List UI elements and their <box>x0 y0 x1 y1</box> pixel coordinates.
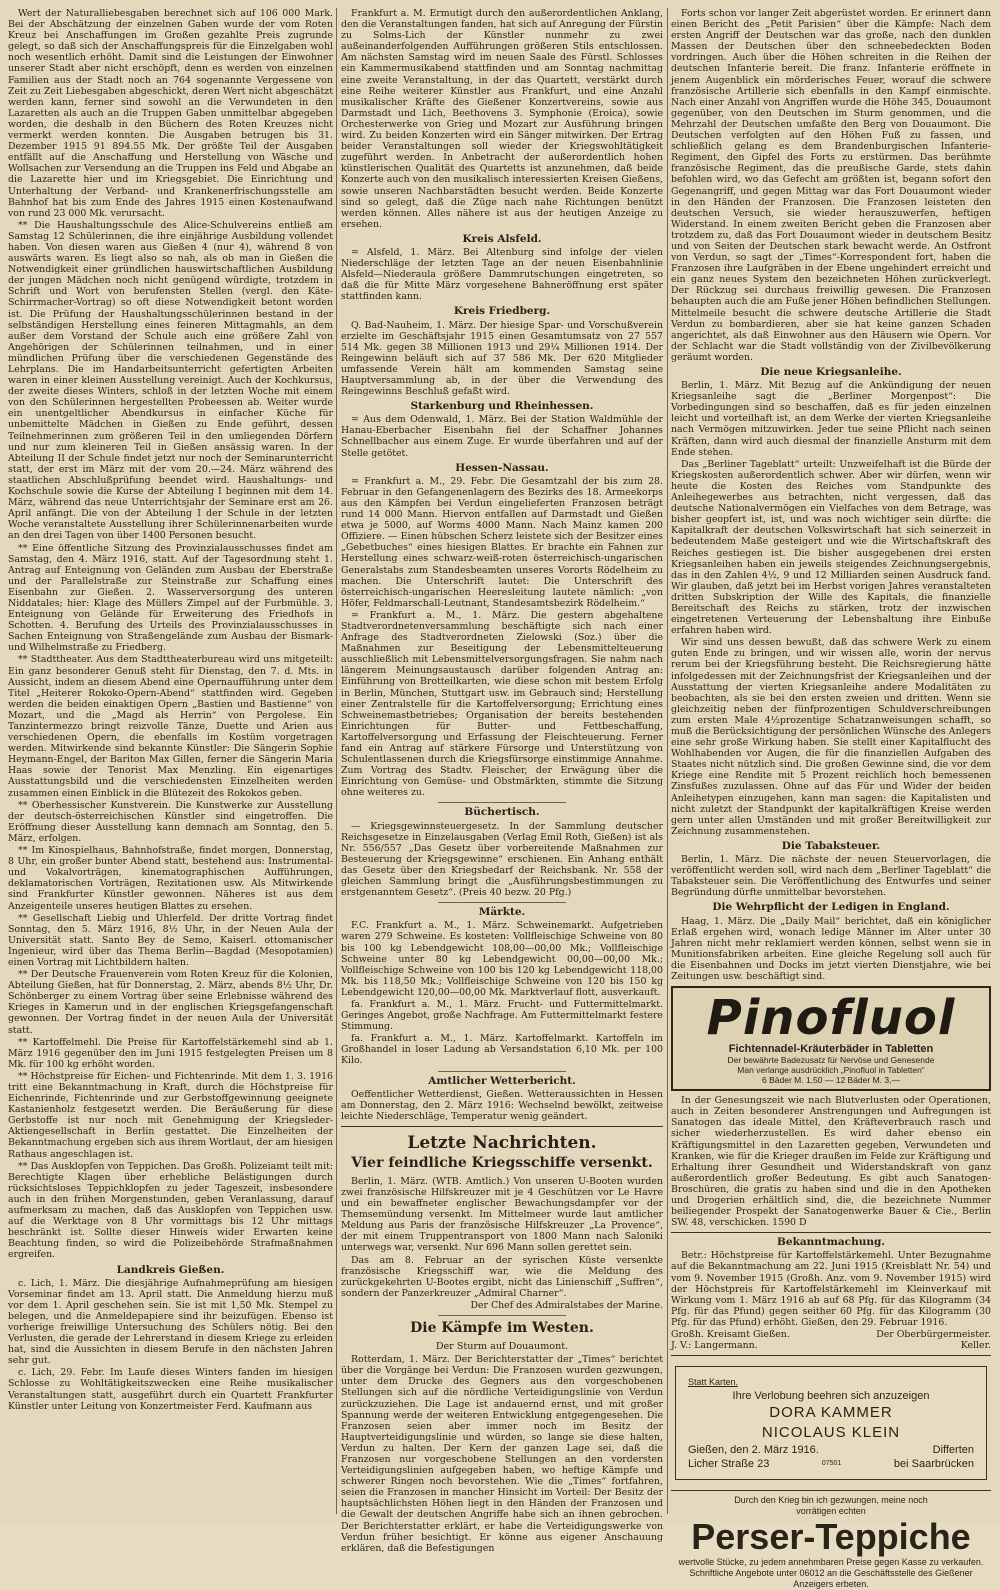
card-kicker: Statt Karten. <box>688 1377 739 1388</box>
article-paragraph: ** Höchstpreise für Eichen- und Fichtenrinde. Mit dem 1. 3. 1916 tritt eine Bekanntmachung in Kraft, durch die Höchstpreise für Eichenrinde, Fichtenrinde und zur Gerbstoffgewinnung geeignete Kastanienholz festgesetzt werden. Die Beräußerung für diese Gerbstoffe ist nur noch mit Genehmigung der Kriegsleder-Aktiengesellschaft in Berlin gestattet. Die Einzelheiten der Bekanntmachung ergeben sich aus ihrem Wortlaut, der am hiesigen Rathaus angeschlagen ist. <box>8 1070 333 1160</box>
separator-line <box>671 1355 991 1356</box>
article-paragraph: ** Eine öffentliche Sitzung des Provinzialausschusses findet am Samstag, den 4. März 1916, statt. Auf der Tagesordnung steht 1. Antrag auf Enteignung von Geländen zum Ausbau der Eberstraße und der Parallelstraße zur Steinstraße zur Schaffung eines Eisenbahn zur Gießen. 2. Wasserversorgung des unteren Niddatales; hier: Klage des Müllers Zimpel auf der Furbmühle. 3. Enteignung von Gelände für Erweiterung des Friedhofs in Schotten. 4. Berufung des Urteils des Provinzialausschusses in Sachen Enteignung von Straßengelände zum Ausbau der Bismark- und Wilhelmstraße zu Friedberg. <box>8 542 333 654</box>
article-paragraph: Wir sind uns dessen bewußt, daß das schwere Werk zu einem guten Ende zu bringen, und wir wissen alle, worin der nervus rerum bei der Kriegsführung besteht. Die Reichsregierung hätte infolgedessen mit der Zeichnungsfrist der Kriegsanleihen und der Ausstattung der vierten Kriegsanleihe andere Modalitäten zu beobachten, als sie bei den ersten zweien und dritten. Wenn sie gleichzeitig neben der fünfprozentigen Schuldverschreibungen zum ersten Male 4½prozentige Schatzanweisungen schafft, so muß die Berücksichtigung der persönlichen Wünsche des Anlegers eine sehr große Wirkung haben. Sie stellt einer Kapitalflucht des Wohlhabenden vor Augen, die für die finanziellen Aufgaben des Staates nicht nützlich sind. Die großen Gewinne sind, die vor dem Kriege eine Rendite mit 5 Prozent reichlich hoch bemessenen Zinsfußes zuzulassen. Ohne auf das Für und Wider der beiden Anleihetypen einzugehen, kann man sagen: die Kapitalisten und nicht zuletzt der Standpunkt der kapitalkräftigen Kreise werden gern unter allen Umständen und mit großer Bereitwilligkeit zur Zeichnung zusammenstehen. <box>671 637 991 837</box>
article-paragraph: ** Kartoffelmehl. Die Preise für Kartoffelstärkemehl sind ab 1. März 1916 gegenüber den im Juni 1915 festgelegten Preisen um 8 Mk. für 100 kg erhöht worden. <box>8 1036 333 1070</box>
card-footer <box>688 1457 974 1471</box>
sanatogen-advertisement: In der Genesungszeit wie nach Blutverlusten oder Operationen, auch in Zeiten besonderer Anstrengungen und Aufregungen ist Sanatogen das ideale Mittel, den Kräfteverbrauch rasch und sicher wiederherzustellen. Es wird daher ebenso ein Kräftigungsmittel in den Lazaretten gegeben, Verwundeten und Kranken, wie für die Krieger draußen im Felde zur Kräftigung und Erhaltung ihrer Gesundheit und Widerstandskraft von ganz außerordentlich großer Bedeutung. Es gibt auch Sanatogen-Broschüren, die gratis zu haben sind und die in den Apotheken und Drogerien erhältlich sind, die, die bezeichnete Nummer beiliegender Prospekt der Sanatogenwerke Bauer & Cie., Berlin SW. 48, verschicken. 1590 D <box>671 1095 991 1229</box>
card-name: DORA KAMMER <box>769 1404 893 1422</box>
section-heading-maerkte: Märkte. <box>478 906 526 919</box>
article-paragraph: ** Die Haushaltungsschule des Alice-Schulvereins entließ am Samstag 12 Schülerinnen, die ihre einjährige Ausbildung vollendet haben. Von diesen waren aus Gießen 4 (nur 4), während 8 von auswärts waren. Es liegt also so nah, als ob man in Gießen die Notwendigkeit einer gründlichen hauswirtschaftlichen Ausbildung der jungen Mädchen noch nicht genügend würdigte, trotzdem in Schrift und Wort von berufensten Stellen (vergl. den Käte-Schirrmacher-Vortrag) so oft diese Notwendigkeit betont worden ist. Die Prüfung der Haushaltungsschülerinnen bestand in der selbständigen Herstellung eines feineren Mittagmahls, an dem außer dem Vorstand der Schule auch eine größere Zahl von Angehörigen der Schülerinnen teilnahmen, und in einer mündlichen Prüfung über die verschiedenen Gegenstände des Lehrplans. Die im Handarbeitsunterricht gefertigten Arbeiten waren in einer kleinen Ausstellung vereinigt. Auch der Kochkursus, der zweite dieses Winters, schloß in der letzten Woche mit einem von den Schülerinnen hergestellten Probeessen ab. Weiter wurde ein unentgeltlicher Abendkursus in einfacher Küche für unbemittelte Mädchen in Gießen zu Ende geführt, dessen Teilnehmerinnen zum größeren Teil in den umliegenden Dörfern und nur zum kleineren Teil in Gießen ansässig waren. In der Abteilung II der Schule findet jetzt nur noch der Seminarunterricht statt, der erst im März mit der vom 20.—24. März während des staatlichen Abschlußprüfung beendet wird. Haushaltungs- und Kochschule sowie die Kurse der Abteilung I beginnen mit dem 14. März, während das neue Unterrichtsjahr der Seminare erst am 26. April anfängt. Die von der Abteilung I der Schule in der letzten Woche veranstaltete Ausstellung ihrer Schülerinnenarbeiten wurde an den drei Tagen von über 1400 Personen besucht. <box>8 219 333 542</box>
section-heading-landkreis: Landkreis Gießen. <box>116 1263 225 1276</box>
ad-line: Durch den Krieg bin ich gezwungen, meine noch <box>734 1495 928 1506</box>
separator-line <box>438 1071 567 1072</box>
article-paragraph: ** Der Deutsche Frauenverein vom Roten Kreuz für die Kolonien, Abteilung Gießen, hat für Donnerstag, 2. März, abends 8½ Uhr, Dr. Schönberger zu einem Vortrag über seine Erlebnisse während des Krieges in Kamerun und in der englischen Kriegsgefangenschaft gewonnen. Der Vortrag findet in der neuen Aula der Universität statt. <box>8 969 333 1036</box>
ad-line: wertvolle Stücke, zu jedem annehmbaren Preise gegen Kasse zu verkaufen. Schriftliche Angebote unter 06012 an die Geschäftsstelle des Gießener Anzeigers erbeten. <box>678 1557 984 1590</box>
separator-line <box>438 802 567 803</box>
subheading-douaumont: Der Sturm auf Douaumont. <box>435 1341 569 1353</box>
card-address: Licher Straße 23 <box>688 1458 770 1471</box>
article-paragraph: Das „Berliner Tageblatt“ urteilt: Unzweifelhaft ist die Bürde der Kriegskosten außerordentlich schwer. Aber wir dürfen, wenn wir heute die Kosten des Reiches vom Standpunkte des Anleihegewerbes aus betrachten, nicht vergessen, daß das deutsche Nationalvermögen ein Vielfaches von dem Betrage, was bisher geopfert ist, ist, und was noch wichtiger sein dürfte: die Kapitalkraft der deutschen Volkswirtschaft hat sich seinerzeit in bedeutendem Maße gesteigert und wie die Wirtschaftskraft des Reiches gestiegen ist. Die bisher ausgegebenen drei ersten Kriegsanleihen haben ein jeweils steigendes Zeichnungsergebnis, das in den Zahlen 4½, 9 und 12 Milliarden seinen Ausdruck fand. Wir glauben, daß jetzt bei im Herbst vorigen Jahres veranstalteten dritten Subskription der Wille des Kapitals, die finanzielle Bereitschaft des Reichs zu stärken, trotz der inzwischen eingetretenen Verteuerung der Lebenshaltung ihre Einbuße erfahren haben wird. <box>671 458 991 637</box>
column-left <box>8 8 333 1520</box>
card-right-text: Differten <box>932 1444 974 1457</box>
section-heading-nassau: Hessen-Nassau. <box>455 461 549 474</box>
ad-price: 6 Bäder M. 1,50 — 12 Bäder M. 3,— <box>762 1075 900 1086</box>
card-place-date: Gießen, den 2. März 1916. <box>688 1444 819 1457</box>
separator-line <box>438 902 567 903</box>
article-paragraph: c. Lich, 1. März. Die diesjährige Aufnahmeprüfung am hiesigen Vorseminar findet am 13. April statt. Die Anmeldung hierzu muß vor dem 1. April geschehen sein. Sie ist mit 1,50 Mk. Stempel zu belegen, und die Anmeldepapiere sind ihr beizufügen. Ebenso ist vorherige freiwillige Untersuchung des Schülers nötig. Bei den Verlusten, die gerade der Lehrerstand in diesem Kriege zu erleiden hat, sind die Aussichten in diesem Berufe in den nächsten Jahren sehr gut. <box>8 1277 333 1367</box>
article-paragraph: F.C. Frankfurt a. M., 1. März. Schweinemarkt. Aufgetrieben waren 279 Schweine. Es kosteten: Vollfleischige Schweine von 80 bis 100 kg Lebendgewicht 108,00—00,00 Mk.; Vollfleischige Schweine unter 80 kg Lebendgewicht 00,00—00,00 Mk.; Vollfleischige Schweine von 100 bis 120 kg Lebendgewicht 118,00 Mk. bis 118,50 Mk.; Vollfleischige Schweine von 120 bis 150 kg Lebendgewicht 120,00—00,00 Mk. Marktverlauf flott, ausverkauft. <box>341 920 663 998</box>
ad-title: Perser-Teppiche <box>691 1516 971 1558</box>
article-paragraph: Forts schon vor langer Zeit abgerüstet worden. Er erinnert dann einen Bericht des „Petit Parisien“ über die Kämpfe: Nach dem ersten Angriff der Deutschen war das große, nach den dunklen Massen der Deutschen über den schneebedeckten Boden vordringen. Auch über die Höhen schreiten in die Reihen der deutschen Infanterie bereit. Die franz. Infanterie eröffnete in jenem Augenblick ein mörderisches Feuer, worauf die schwere französische Artillerie sich ebenfalls in den Kampf einmischte. Nach einer Anzahl von Angriffen wurde die Höhe 345, Douaumont gegenüber, von den Deutschen im Sturm genommen, und die Mehrzahl der Deutschen umfaßte den Berg von Douaumont. Die Deutschen verfolgten auf den Höhen Fuß zu fassen, und schließlich gelang es dem Brandenburgischen Infanterie-Regiment, den Gipfel des Forts zu erstürmen. Das berühmte französische Regiment, das die preußische Garde, stets dahin befohlen wird, wo das Gefecht am größten ist, begann sofort den Gegenangriff, und gegen Mittag war das Fort Douaumont wieder in den Händen der Franzosen. Die Franzosen leisteten den deutschen Versuch, sie wieder herauszuwerfen, heftigen Widerstand. In einem zweiten Bericht geben die Franzosen aber trotzdem zu, daß das Fort Douaumont wieder in deutschem Besitz und von Seiten der Deutschen stark bewacht werde. An Ostfront von Verdun, so sagt der „Times“-Korrespondent fort, haben die Franzosen ihre Laufgräben in der Ebene ungehindert erreicht und ein ganz neues System den bezeichneten Höhen zurückverlegt. Der Rückzug sei durchaus freiwillig gewesen. Die Franzosen behaupten auch die am Fuße jener Höhen befindlichen Stellungen. Mittelmeile besucht die schwere deutsche Artillerie die Stadt Verdun zu bombardieren, aber sie hat keine ganzen Schaden angerichtet, als daß Einwohner aus den Häusern wie Opern. Vor der Schlacht war die Stadt vollständig von der Zivilbevölkerung geräumt worden. <box>671 8 991 363</box>
article-paragraph: Q. Bad-Nauheim, 1. März. Der hiesige Spar- und Vorschußverein erzielte im Geschäftsjahr 1915 einen Gesamtumsatz von 27 557 514 Mk. gegen 38 Millionen 1913 und 29¼ Millionen 1914. Der Reingewinn beläuft sich auf 37 586 Mk. Der 620 Mitglieder umfassende Verein hält am kommenden Samstag seine Hauptversammlung ab, in der über die Verwendung des Reingewinns Beschluß gefaßt wird. <box>341 319 663 398</box>
section-heading-bekanntmachung: Bekanntmachung. <box>777 1236 885 1249</box>
article-paragraph: Wert der Naturalliebesgaben berechnet sich auf 106 000 Mark. Bei der Abschätzung der einzelnen Gaben wurde der vom Roten Kreuz bei Anschaffungen im Großen gezahlte Preis zugrunde gelegt, so daß sich der Anschaffungspreis für die Einzelgaben wohl noch wesentlich erhöht. Damit sind die Leistungen der Einwohner unserer Stadt aber nicht erschöpft, denn es werden von einzelnen Familien aus der Stadt noch an 764 sogenannte Vergessene von Zeit zu Zeit Liebesgaben abgeschickt, deren Wert nicht abgeschätzt werden kann, ferner sind sowohl an die Verwundeten in den Lazaretten als auch an die Truppen Gaben unmittelbar abgegeben worden, die deshalb in den Büchern des Roten Kreuzes nicht vermerkt werden konnten. Die Ausgaben betrugen bis 31. Dezember 1915 91 894.55 Mk. Der größte Teil der Ausgaben entfällt auf die Anschaffung und Herstellung von Wäsche und Wollsachen zur Versendung an die Truppen ins Feld und Abgabe an die Lazarette hier und im Kriegsgebiet. Die Einrichtung und Unterhaltung der Verband- und Krankenerfrischungsstelle am Bahnhof hat bis zum Ende des Jahres 1915 einen Kostenaufwand von rund 23 000 Mk. verursacht. <box>8 8 333 219</box>
article-paragraph: = Frankfurt a. M., 1. März. Die gestern abgehaltene Stadtverordnetenversammlung beschäftigte sich nach einer Anfrage des Stadtverordneten Zielowski (Soz.) über die Maßnahmen zur Beseitigung der Lebensmittelteuerung ausschließlich mit Lebensmittelversorgungsfragen. Sie nahm nach längerem Meinungsaustausch darüber folgenden Antrag an: Einführung von Brotteilkarten, wie diese schon mit bestem Erfolg in Berlin, München, Stuttgart usw. im Gebrauch sind; Herstellung einer Zentralstelle für die Kartoffelversorgung; Errichtung eines Schweinemastbetriebes; Organisation der bereits bestehenden Einrichtungen für Butter- und Fettbeschaffung, Kartoffelversorgung und Erfassung der Fleischteuerung. Ferner fand ein Antrag auf stärkere Fürsorge und Unterstützung von Schulentlassenen durch die Kriegsfürsorge einstimmige Annahme. Zum Vortrag des Stadtv. Fleischer, der Erwägung über die Einrichtung von Gemüse- und Obstmärkten, stimmte die Sitzung ohne weiteres zu. <box>341 609 663 799</box>
section-heading-anleihe: Die neue Kriegsanleihe. <box>760 366 902 378</box>
article-paragraph: Das am 8. Februar an der syrischen Küste versenkte französische Kriegsschiff war, wie die Meldung des zurückgekehrten U-Bootes ergibt, nicht das Linienschiff „Suffren“, sondern der Panzerkreuzer „Admiral Charner“. <box>341 1254 663 1299</box>
card-right-text: bei Saarbrücken <box>893 1458 974 1471</box>
article-paragraph: Rotterdam, 1. März. Der Berichterstatter der „Times“ berichtet über die Vorgänge bei Verdun: Die Franzosen wurden gezwungen, unter dem Drucke des Gegners aus den vorgeschobenen Stellungen sich auf die nördliche Verteidigungslinie von Verdun zurückzuziehen. Die Lage ist andauernd ernst, und mit großer Spannung werde der weiteren Entwicklung entgegengesehen. Die Franzosen seien aber immer noch im Besitz der Hauptverteidigungslinie und würden, so lange sie diese halten, Verdun zu halten. Der Kern der ganzen Lage sei, daß die Franzosen nur vorgeschobene Stellungen an den vordersten Verteidigungslinien aufgegeben haben, wo heftige Kämpfe und schwerer Ringen noch bevorstehen. Wie die „Times“ fortfahren, seien die Franzosen in mancher Hinsicht im Vorteil: Der Besitz der hauptsächlichsten Höhen liegt in den Händen der Franzosen und die Gewalt der deutschen Angriffe habe sich an ihnen gebrochen. Der Berichterstatter erklärt, er habe die Verteidigungswerke von Verdun früher besichtigt. Er könne aus eigener Anschauung erklären, daß die Befestigungen <box>341 1354 663 1554</box>
separator-line <box>438 1315 567 1316</box>
article-paragraph: Oeffentlicher Wetterdienst, Gießen. Wetteraussichten in Hessen am Donnerstag, den 2. März 1916: Wechselnd bewölkt, zeitweise leichte Niederschläge, Temperatur wenig geändert. <box>341 1088 663 1122</box>
separator-line <box>671 1232 991 1233</box>
column-divider <box>336 8 337 1514</box>
article-paragraph: — Kriegsgewinnsteuergesetz. In der Sammlung deutscher Reichsgesetze in Einzelausgaben (Verlag Emil Roth, Gießen) ist als Nr. 556/557 „Das Gesetz über vorbereitende Maßnahmen zur Besteuerung der Kriegsgewinne“ erschienen. Ein Anhang enthält das Gesetz über den Kriegsbedarf der Reichsbank. Nr. 558 der gleichen Sammlung bringt die „Ausführungsbestimmungen zu erstgenanntem Gesetz“. (Preis 40 bezw. 20 Pfg.) <box>341 820 663 899</box>
announcement-signatures <box>671 1329 991 1351</box>
column-middle <box>341 8 663 1554</box>
separator-line <box>671 1490 991 1491</box>
article-paragraph: fa. Frankfurt a. M., 1. März. Frucht- und Futtermittelmarkt. Geringes Angebot, große Nachfrage. Am Futtermittelmarkt festere Stimmung. <box>341 998 663 1033</box>
separator-line <box>341 1126 663 1127</box>
card-code: 07501 <box>821 1460 842 1468</box>
engagement-announcement <box>675 1366 987 1480</box>
article-paragraph: Berlin, 1. März. (WTB. Amtlich.) Von unseren U-Booten wurden zwei französische Hilfskreuzer mit je 4 Geschützen vor Le Havre und ein bewaffneter englischer Bewachungsdampfer vor der Themsemündung versenkt. Im Mittelmeer wurde laut amtlicher Meldung aus Paris der französische Hilfskreuzer „La Provence“, der mit einem Truppentransport von 1800 Mann nach Saloniki unterwegs war, versenkt. Nur 696 Mann sollen gerettet sein. <box>341 1175 663 1254</box>
headline-letzte-nachrichten: Letzte Nachrichten. <box>407 1132 597 1153</box>
ad-line: Man verlange ausdrücklich „Pinofluol in Tabletten“ <box>737 1065 925 1076</box>
article-paragraph: ** Gesellschaft Liebig und Uhlerfeld. Der dritte Vortrag findet Sonntag, den 5. März 1916, 8½ Uhr, in der Neuen Aula der Universität statt. Santo Bey de Semo, Kaiserl. ottomanischer Ingenieur, wird über das Thema Berlin—Bagdad (Mesopotamien) einen Vortrag mit Lichtbildern halten. <box>8 912 333 968</box>
article-paragraph: Berlin, 1. März. Mit Bezug auf die Ankündigung der neuen Kriegsanleihe sagt die „Berliner Morgenpost“: Die Vorbedingungen sind so beschaffen, daß es für jeden einzelnen leicht und vorteilhaft ist, an dem Werke der vierten Kriegsanleihe nach Vermögen mitzuwirken. Jeder tue seine Pflicht nach seinen Kräften, dann wird auch diesmal der finanzielle Ansturm mit dem Ende stehen. <box>671 380 991 458</box>
card-name: NICOLAUS KLEIN <box>761 1424 901 1442</box>
article-paragraph: ** Stadttheater. Aus dem Stadttheaterbureau wird uns mitgeteilt: Ein ganz besonderer Genuß steht für Dienstag, den 7. d. Mts. in Aussicht, indem an diesem Abend eine Opernaufführung unter dem Titel „Heiterer Rokoko-Opern-Abend“ stattfinden wird. Gegeben werden die beiden einaktigen Opern „Bastien und Bastienne“ von Mozart, und die „Magd als Herrin“ von Pergolese. Ein Tanzintermezzo bringt reizvolle Tänze, Duette und Arien aus verschiedenen Opern, die ebenfalls im Kostüm vorgetragen werden. Mitwirkende sind bekannte Künstler: Die Sängerin Sophie Heymann-Engel, der Bariton Max Gillen, ferner die Sängerin Maria Haas sowie der Tenorist Max Menzling. Ein eigenartiges Ausstattungsbild und die verschiedensten Einzelheiten werden zusammen einen Einblick in die Blütezeit des Rokokos geben. <box>8 654 333 799</box>
article-paragraph: Berlin, 1. März. Die nächste der neuen Steuervorlagen, die veröffentlicht werden soll, wird nach dem „Berliner Tageblatt“ die Tabaksteuer sein. Die Veröffentlichung des Entwurfes und seiner Begründung dürfte unmittelbar bevorstehen. <box>671 854 991 899</box>
ad-line: vorrätigen echten <box>796 1506 866 1517</box>
perser-teppiche-advertisement <box>671 1495 991 1590</box>
signature-name: Keller. <box>960 1340 991 1352</box>
article-paragraph: Haag, 1. März. Die „Daily Mail“ berichtet, daß ein königlicher Erlaß ergehen wird, wonach ledige Männer im Alter unter 30 Jahren nicht mehr reklamiert werden können, selbst wenn sie in Munitionsfabriken arbeiten. Eine gleiche Regelung soll auch für die Eisenbahnen und Docks im jetzt vierten Dienstjahre, wie bei Zeitungen usw. beschäftigt sind. <box>671 915 991 982</box>
article-paragraph: ** Oberhessischer Kunstverein. Die Kunstwerke zur Ausstellung der deutsch-österreichischen Künstler sind eingetroffen. Die Eröffnung dieser Ausstellung kann demnach am Sonntag, den 5. März, erfolgen. <box>8 799 333 844</box>
section-heading-starkenburg: Starkenburg und Rheinhessen. <box>410 400 594 413</box>
pinofluol-advertisement <box>671 986 991 1091</box>
signature-name: J. V.: Langermann. <box>671 1340 758 1352</box>
article-paragraph: Frankfurt a. M. Ermutigt durch den außerordentlichen Anklang, den die Veranstaltungen fanden, hat sich auf Anregung der Fürstin zu Solms-Lich der Künstler nunmehr zu zwei außeinanderfolgenden Aufführungen größeren Stils entschlossen. Am nächsten Samstag wird im neuen Saale des Fürstl. Schlosses ein Kammermusikabend stattfinden und am Sonntag nachmittag eine zweite Veranstaltung, in der das Quartett, verstärkt durch eine Reihe weiterer Künstler aus Frankfurt, und eine Anzahl musikalischer Kräfte des Gießener Konzertvereins, sowie aus Darmstadt und Lich, Beethovens 3. Symphonie (Eroica), sowie Orchesterwerke von Grieg und Mozart zur Ausführung bringen wird. Zu beiden Konzerten wird ein Sänger mitwirken. Der Ertrag beider Veranstaltungen soll wieder der Kriegswohltätigkeit zugeführt werden. In Anbetracht der außerordentlich hohen künstlerischen Qualität des Quartetts ist anzunehmen, daß beide Konzerte auch von den musikalisch interessierten Kreisen Gießens, sowie unseren Nachbarstädten besucht werden. Beide Konzerte sind so gelegt, daß die Züge nach nahe Richtungen benützt werden können. Alles nähere ist aus der heutigen Anzeige zu ersehen. <box>341 8 663 230</box>
pinofluol-logo: Pinofluol <box>706 990 956 1047</box>
announcement-text: Betr.: Höchstpreise für Kartoffelstärkemehl. Unter Bezugnahme auf die Bekanntmachung am 22. Juni 1915 (Kreisblatt Nr. 54) und vom 9. November 1915 (Großh. Anz. vom 9. November 1915) wird der Höchstpreis für Kartoffelstärkemehl im Kleinverkauf mit Wirkung vom 1. März 1916 ab auf 68 Pfg. für das Kilogramm (34 Pfg. für das Pfund) gegen seither 60 Pfg. für das Kilogramm (30 Pfg. für das Pfund) erhöht. Gießen, den 29. Februar 1916. <box>671 1250 991 1328</box>
section-heading-tabak: Die Tabaksteuer. <box>781 839 881 852</box>
article-signature: Der Chef des Admiralstabes der Marine. <box>470 1299 663 1311</box>
signature-office: Großh. Kreisamt Gießen. <box>671 1329 790 1341</box>
section-heading-wehrpflicht: Die Wehrpflicht der Ledigen in England. <box>712 901 950 914</box>
headline-kaempfe-westen: Die Kämpfe im Westen. <box>410 1320 594 1337</box>
column-divider <box>667 8 668 1514</box>
card-footer <box>688 1443 974 1457</box>
card-intro: Ihre Verlobung beehren sich anzuzeigen <box>732 1390 930 1403</box>
article-paragraph: = Alsfeld, 1. März. Bei Altenburg sind infolge der vielen Niederschläge der letzten Tage an der neuen Eisenbahnlinie Alsfeld—Niederaula größere Dammrutschungen eingetreten, so daß die für Mitte März vorgesehene Bahneröffnung erst später stattfinden kann. <box>341 246 663 303</box>
article-paragraph: = Aus dem Odenwald, 1. März. Bei der Station Waldmühle der Hanau-Eberbacher Eisenbahn fiel der Schaffner Johannes Schnellbacher aus einem Zuge. Er wurde überfahren und auf der Stelle getötet. <box>341 414 663 459</box>
article-paragraph: fa. Frankfurt a. M., 1. März. Kartoffelmarkt. Kartoffeln im Großhandel in loser Ladung ab Versandstation 6,10 Mk. per 100 Kilo. <box>341 1033 663 1067</box>
section-heading-friedberg: Kreis Friedberg. <box>453 305 551 318</box>
ad-line: Der bewährte Badezusatz für Nervöse und Genesende <box>727 1055 935 1066</box>
signature-office: Der Oberbürgermeister. <box>876 1329 991 1341</box>
section-heading-alsfeld: Kreis Alsfeld. <box>462 232 542 245</box>
headline-kriegsschiffe: Vier feindliche Kriegsschiffe versenkt. <box>351 1154 653 1171</box>
article-paragraph: c. Lich, 29. Febr. Im Laufe dieses Winters fanden im hiesigen Schlosse zu Wohltätigkeitszwecken eine Reihe musikalischer Veranstaltungen statt, ausgeführt durch ein Quartett Frankfurter Künstler unter Leitung von Konzertmeister Ferd. Kaufmann aus <box>8 1367 333 1412</box>
section-heading-wetter: Amtlicher Wetterbericht. <box>428 1074 576 1087</box>
article-paragraph: = Frankfurt a. M., 29. Febr. Die Gesamtzahl der bis zum 28. Februar in den Gefangenenlagern des Bezirks des 18. Armeekorps aus den Kämpfen bei Verdun eingelieferten Franzosen beträgt rund 14 000 Mann. Hiervon entfallen auf Darmstadt und Gießen etwa je 5000, auf Worms 4000 Mann. Nach Mainz kamen 200 Offiziere. — Einen hübschen Scherz leistete sich der Besitzer eines „Gebetbuches“ eines hiesigen Blattes. Er brachte ein Fahnen zur Herstellung eines schwarz-weiß-roten österreichisch-ungarischen Generalstabs zum Standesbeamten unseres Vororts Rödelheim zu machen. Die Unterschrift lautet: Die Unterschrift des österreichisch-ungarischen Heeresleitung lautete nämlich: „von Höfer, Feldmarschall-Leutnant, Standesamtsbezirk Rödelheim.“ <box>341 475 663 609</box>
column-right <box>671 8 991 1590</box>
ad-line: Fichtennadel-Kräuterbäder in Tabletten <box>728 1043 934 1056</box>
section-heading-buecher: Büchertisch. <box>464 806 540 819</box>
article-paragraph: ** Das Ausklopfen von Teppichen. Das Großh. Polizeiamt teilt mit: Berechtigte Klagen über erhebliche Belästigungen durch rücksichtsloses Teppichklopfen zu jeder Tageszeit, insbesondere auch in den frühen Morgenstunden, geben Veranlassung, darauf aufmerksam zu machen, daß das Ausklopfen von Teppichen usw. auf die Werktage von 8 Uhr vormittags bis 12 Uhr mittags beschränkt ist. Sollte dieser Hinweis wider Erwarten keine Beachtung finden, so wird die Polizeibehörde Strafmaßnahmen ergreifen. <box>8 1160 333 1261</box>
article-paragraph: ** Im Kinospielhaus, Bahnhofstraße, findet morgen, Donnerstag, 8 Uhr, ein großer bunter Abend statt, bestehend aus: Instrumental- und Vokalvorträgen, kinematographischen Aufführungen, deklamatorischen Vorträgen, Rezitationen usw. Als Mitwirkende sind Frankfurter Künstler gewonnen. Näheres ist aus dem Anzeigenteile unseres heutigen Blattes zu ersehen. <box>8 845 333 912</box>
